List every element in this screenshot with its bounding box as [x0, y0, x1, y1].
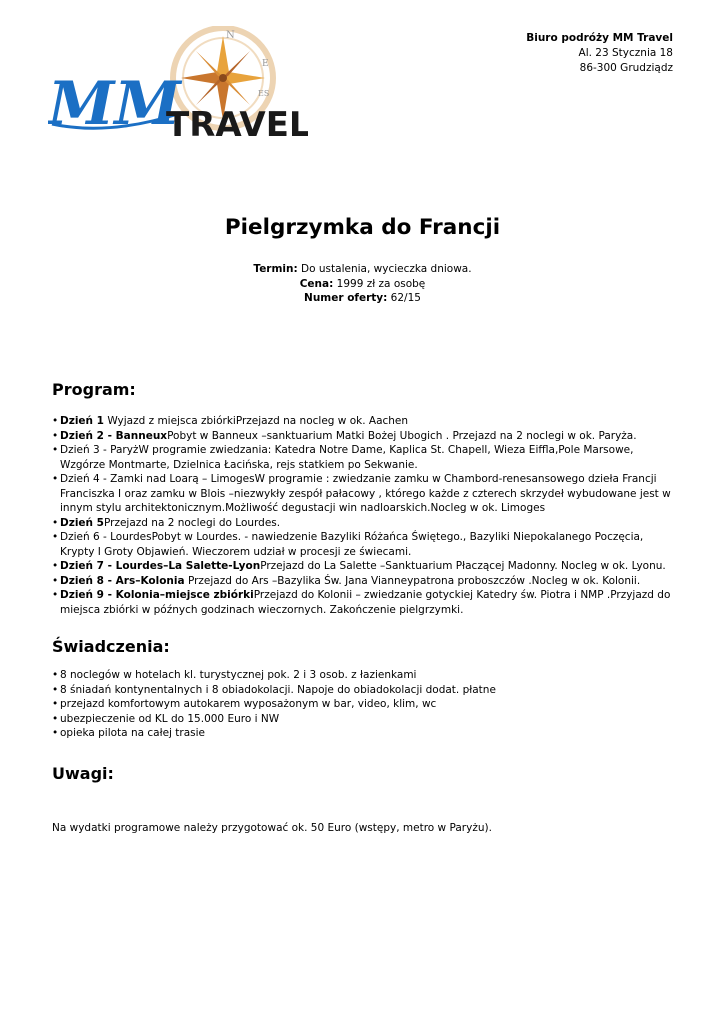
swiadczenie-item: • ubezpieczenie od KL do 15.000 Euro i NW	[52, 712, 672, 727]
termin-label: Termin:	[253, 263, 298, 275]
day-text: Wyjazd z miejsca zbiórkiPrzejazd na nocleg w ok. Aachen	[103, 415, 409, 427]
day-text: Przejazd do Ars –Bazylika Św. Jana Vianneypatrona proboszczów .Nocleg w ok. Kolonii.	[184, 574, 641, 587]
logo-travel-text: TRAVEL	[166, 105, 308, 144]
compass-letter-es: ES	[258, 89, 270, 98]
compass-letter-e: E	[262, 59, 269, 69]
day-text: Pobyt w Banneux –sanktuarium Matki Bożej Ubogich . Przejazd na 2 noclegi w ok. Paryża.	[167, 429, 637, 442]
swiadczenia-heading: Świadczenia:	[52, 637, 170, 656]
day-title: Dzień 2 - Banneux	[60, 429, 168, 442]
program-day-7	[52, 559, 672, 574]
termin-row	[0, 262, 725, 277]
program-day-5	[52, 516, 672, 531]
termin-value: Do ustalenia, wycieczka dniowa.	[297, 263, 472, 275]
uwagi-heading: Uwagi:	[52, 764, 114, 783]
agency-street: Al. 23 Stycznia 18	[578, 47, 673, 59]
day-text: Dzień 3 - ParyżW programie zwiedzania: Katedra Notre Dame, Kaplica St. Chapell, Wieza Eiffla,Pole Marsowe, Wzgórze Montmarte, Dzielnica Łacińska, rejs statkiem po Sekwanie.	[60, 444, 634, 471]
day-text: Przejazd do La Salette –Sanktuarium Płaczącej Madonny. Nocleg w ok. Lyonu.	[260, 560, 666, 572]
compass-letter-n: N	[226, 30, 235, 41]
cena-label: Cena:	[299, 277, 334, 290]
numer-label: Numer oferty:	[304, 292, 388, 304]
program-list	[52, 414, 672, 617]
program-day-2	[52, 429, 672, 444]
numer-value: 62/15	[387, 292, 421, 304]
swiadczenie-item: • przejazd komfortowym autokarem wyposażonym w bar, video, klim, wc	[52, 697, 672, 712]
program-day-9	[52, 588, 672, 617]
agency-address	[526, 31, 673, 76]
program-day-1	[52, 414, 672, 429]
numer-row	[0, 291, 725, 306]
day-title: Dzień 1	[60, 415, 104, 427]
program-heading: Program:	[52, 380, 136, 399]
swiadczenia-list	[52, 668, 672, 741]
day-text: Przejazd do Kolonii – zwiedzanie gotyckiej Katedry św. Piotra i NMP .Przyjazd do miejsca zbiórki w późnych godzinach wieczornych. Zakończenie pielgrzymki.	[60, 589, 671, 616]
compass-logo-icon	[48, 26, 308, 144]
page-title: Pielgrzymka do Francji	[224, 215, 501, 240]
day-text: Przejazd na 2 noclegi do Lourdes.	[103, 516, 281, 529]
day-title: Dzień 7 - Lourdes–La Salette-Lyon	[60, 560, 261, 572]
swiadczenie-item: • 8 noclegów w hotelach kl. turystycznej pok. 2 i 3 osob. z łazienkami	[52, 668, 672, 683]
day-title: Dzień 5	[60, 516, 104, 529]
offer-meta	[0, 262, 725, 306]
agency-city: 86-300 Grudziądz	[579, 62, 673, 74]
logo-mm-text: MM	[48, 69, 181, 139]
day-title: Dzień 9 - Kolonia–miejsce zbiórki	[60, 589, 254, 601]
program-day-3	[52, 443, 672, 472]
agency-name: Biuro podróży MM Travel	[526, 32, 673, 44]
program-day-6	[52, 530, 672, 559]
swiadczenie-item: • opieka pilota na całej trasie	[52, 726, 672, 741]
cena-row	[0, 277, 725, 292]
cena-value: 1999 zł za osobę	[333, 277, 426, 290]
program-day-8	[52, 574, 672, 589]
swiadczenie-item: • 8 śniadań kontynentalnych i 8 obiadokolacji. Napoje do obiadokolacji dodat. płatne	[52, 683, 672, 698]
mm-travel-logo	[48, 26, 308, 144]
day-title: Dzień 8 - Ars–Kolonia	[60, 574, 185, 587]
uwagi-text: Na wydatki programowe należy przygotować ok. 50 Euro (wstępy, metro w Paryżu).	[52, 822, 492, 834]
day-text: Dzień 6 - LourdesPobyt w Lourdes. - nawiedzenie Bazyliki Różańca Świętego., Bazyliki Niepokalanego Poczęcia, Krypty I Groty Objawień. Wieczorem udział w procesji ze świecami.	[60, 531, 644, 558]
day-text: Dzień 4 - Zamki nad Loarą – LimogesW programie : zwiedzanie zamku w Chambord-renesansowego dzieła Francji Franciszka I oraz zamku w Blois –niezwykły zespół pałacowy , którego każde z czterech skrzydeł wybudowane jest w innym stylu architektonicznym.Możliwość degustacji win nadloarskich.Nocleg w ok. Limoges	[60, 473, 671, 514]
program-day-4	[52, 472, 672, 516]
